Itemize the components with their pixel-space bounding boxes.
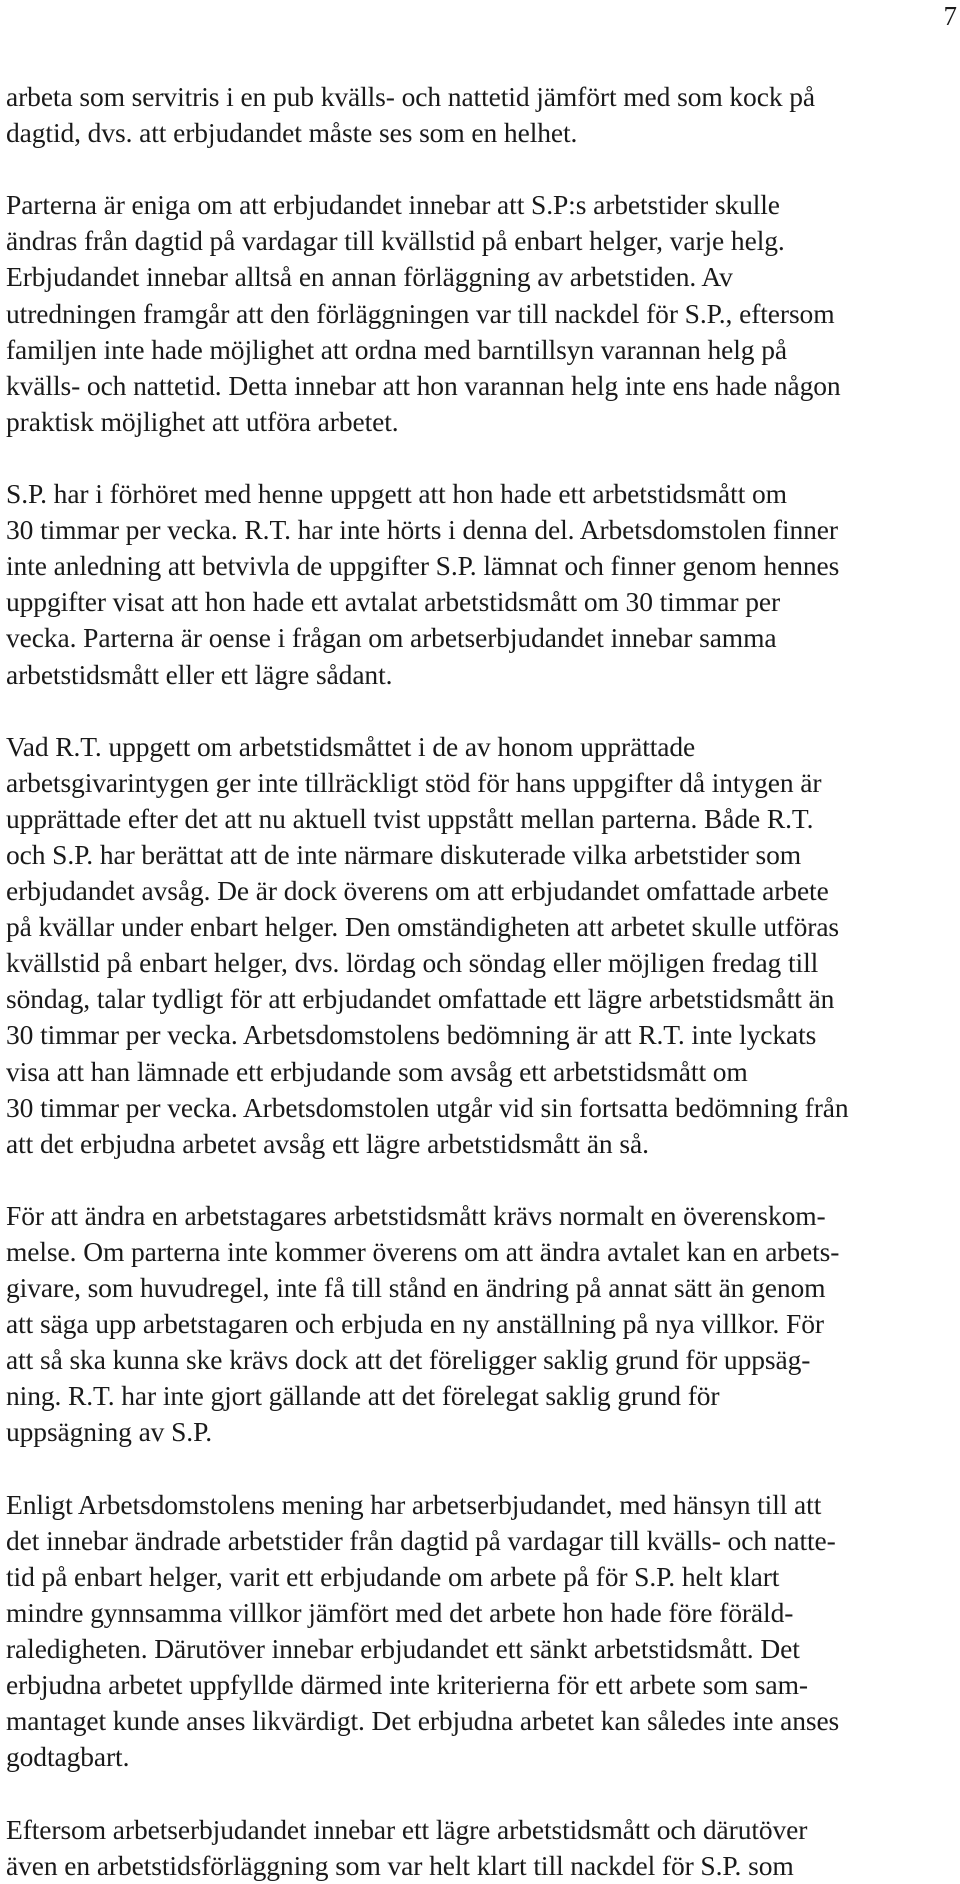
paragraph bbox=[6, 1812, 926, 1884]
paragraph-gap bbox=[6, 440, 926, 476]
paragraph bbox=[6, 79, 926, 151]
page-number: 7 bbox=[943, 1, 957, 31]
text-line: vecka. Parterna är oense i frågan om arbetserbjudandet innebar samma bbox=[6, 622, 777, 654]
paragraph bbox=[6, 1487, 926, 1776]
text-line: praktisk möjlighet att utföra arbetet. bbox=[6, 405, 399, 437]
document-body bbox=[6, 79, 926, 1884]
text-line: 30 timmar per vecka. Arbetsdomstolens bedömning är att R.T. inte lyckats bbox=[6, 1019, 817, 1051]
text-line: familjen inte hade möjlighet att ordna med barntillsyn varannan helg på bbox=[6, 333, 787, 365]
text-line: För att ändra en arbetstagares arbetstidsmått krävs normalt en överenskom- bbox=[6, 1199, 826, 1231]
paragraph-gap bbox=[6, 1162, 926, 1198]
text-line: raledigheten. Därutöver innebar erbjudandet ett sänkt arbetstidsmått. Det bbox=[6, 1633, 800, 1665]
text-line: Parterna är eniga om att erbjudandet innebar att S.P:s arbetstider skulle bbox=[6, 189, 780, 221]
text-line: Enligt Arbetsdomstolens mening har arbetserbjudandet, med hänsyn till att bbox=[6, 1488, 822, 1520]
paragraph bbox=[6, 729, 926, 1162]
paragraph bbox=[6, 476, 926, 693]
paragraph bbox=[6, 1198, 926, 1451]
text-line: visa att han lämnade ett erbjudande som avsåg ett arbetstidsmått om bbox=[6, 1055, 748, 1087]
text-line: Vad R.T. uppgett om arbetstidsmåttet i de av honom upprättade bbox=[6, 730, 696, 762]
text-line: även en arbetstidsförläggning som var helt klart till nackdel för S.P. som bbox=[6, 1849, 794, 1881]
paragraph-gap bbox=[6, 1451, 926, 1487]
text-line: utredningen framgår att den förläggningen var till nackdel för S.P., eftersom bbox=[6, 297, 835, 329]
text-line: mindre gynnsamma villkor jämfört med det arbete hon hade före föräld- bbox=[6, 1596, 794, 1628]
text-line: 30 timmar per vecka. R.T. har inte hörts i denna del. Arbetsdomstolen finner bbox=[6, 514, 838, 546]
text-line: Eftersom arbetserbjudandet innebar ett lägre arbetstidsmått och därutöver bbox=[6, 1813, 808, 1845]
paragraph-gap bbox=[6, 1775, 926, 1811]
text-line: söndag, talar tydligt för att erbjudandet omfattade ett lägre arbetstidsmått än bbox=[6, 983, 835, 1015]
text-line: att så ska kunna ske krävs dock att det föreligger saklig grund för uppsäg- bbox=[6, 1344, 811, 1376]
text-line: inte anledning att betvivla de uppgifter S.P. lämnat och finner genom hennes bbox=[6, 550, 840, 582]
text-line: ändras från dagtid på vardagar till kvällstid på enbart helger, varje helg. bbox=[6, 225, 785, 257]
text-line: melse. Om parterna inte kommer överens om att ändra avtalet kan en arbets- bbox=[6, 1236, 840, 1267]
text-line: uppsägning av S.P. bbox=[6, 1416, 212, 1448]
text-line: och S.P. har berättat att de inte närmare diskuterade vilka arbetstider som bbox=[6, 838, 802, 870]
paragraph bbox=[6, 187, 926, 440]
paragraph-gap bbox=[6, 693, 926, 729]
text-line: godtagbart. bbox=[6, 1741, 130, 1773]
text-line: upprättade efter det att nu aktuell tvist uppstått mellan parterna. Både R.T. bbox=[6, 802, 814, 834]
text-line: arbeta som servitris i en pub kvälls- och nattetid jämfört med som kock på bbox=[6, 81, 815, 112]
text-line: att säga upp arbetstagaren och erbjuda en ny anställning på nya villkor. För bbox=[6, 1308, 824, 1340]
text-line: 30 timmar per vecka. Arbetsdomstolen utgår vid sin fortsatta bedömning från bbox=[6, 1091, 849, 1123]
text-line: ning. R.T. har inte gjort gällande att det förelegat saklig grund för bbox=[6, 1380, 720, 1412]
text-line: erbjudna arbetet uppfyllde därmed inte kriterierna för ett arbete som sam- bbox=[6, 1669, 808, 1701]
text-line: på kvällar under enbart helger. Den omständigheten att arbetet skulle utföras bbox=[6, 911, 840, 943]
text-line: dagtid, dvs. att erbjudandet måste ses som en helhet. bbox=[6, 117, 578, 149]
text-line: S.P. har i förhöret med henne uppgett att hon hade ett arbetstidsmått om bbox=[6, 478, 787, 510]
text-line: det innebar ändrade arbetstider från dagtid på vardagar till kvälls- och natte- bbox=[6, 1524, 836, 1556]
text-line: uppgifter visat att hon hade ett avtalat arbetstidsmått om 30 timmar per bbox=[6, 586, 781, 618]
text-line: att det erbjudna arbetet avsåg ett lägre arbetstidsmått än så. bbox=[6, 1127, 649, 1159]
text-line: arbetsgivarintygen ger inte tillräckligt stöd för hans uppgifter då intygen är bbox=[6, 766, 822, 798]
text-line: Erbjudandet innebar alltså en annan förläggning av arbetstiden. Av bbox=[6, 261, 733, 293]
text-line: givare, som huvudregel, inte få till stånd en ändring på annat sätt än genom bbox=[6, 1272, 826, 1304]
paragraph-gap bbox=[6, 151, 926, 187]
text-line: kvällstid på enbart helger, dvs. lördag och söndag eller möjligen fredag till bbox=[6, 947, 819, 979]
text-line: arbetstidsmått eller ett lägre sådant. bbox=[6, 658, 393, 690]
text-line: mantaget kunde anses likvärdigt. Det erbjudna arbetet kan således inte anses bbox=[6, 1705, 840, 1737]
text-line: kvälls- och nattetid. Detta innebar att hon varannan helg inte ens hade någon bbox=[6, 369, 841, 401]
text-line: tid på enbart helger, varit ett erbjudande om arbete på för S.P. helt klart bbox=[6, 1560, 780, 1592]
text-line: erbjudandet avsåg. De är dock överens om att erbjudandet omfattade arbete bbox=[6, 875, 829, 907]
